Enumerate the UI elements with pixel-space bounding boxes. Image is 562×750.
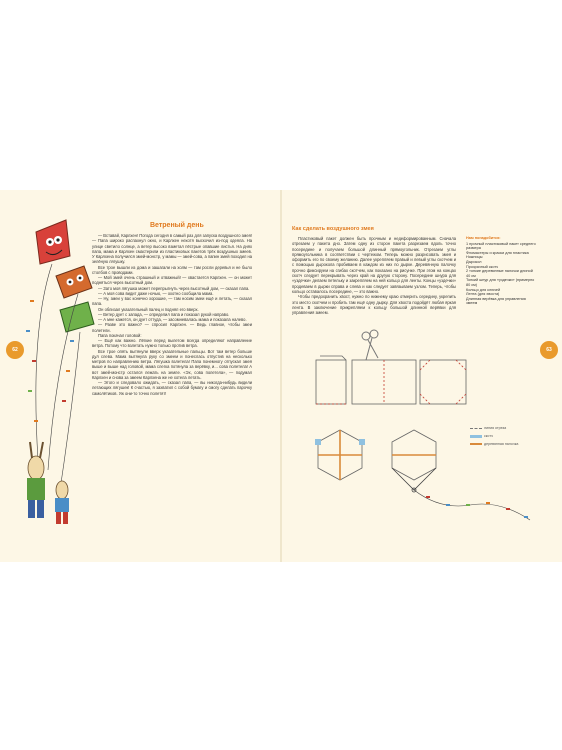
materials-item: Фломастеры и краски для пластика <box>466 250 529 255</box>
kite-monster-illustration <box>36 220 70 264</box>
materials-item: Лента (для хвоста) <box>466 292 500 297</box>
story-paragraph: — А мне кажется, он дует оттуда, — засомневалась мама и показала налево. <box>98 317 247 322</box>
page-number-left: 62 <box>6 341 24 359</box>
page-number-right: 63 <box>540 341 558 359</box>
materials-title: Нам понадобится: <box>466 236 501 240</box>
story-paragraph: — Этого и следовало ожидать, — сказал папа, — вы никогда-нибудь видели летающих лягушек! К счастью, я захватил с собой бумагу и смогу сделать парочку самолётиков. Уж они-то точно полетят! <box>92 380 252 396</box>
story-text <box>92 233 252 396</box>
story-paragraph: — Ветер дует с запада, — определил папа и показал рукой направо. <box>98 311 230 317</box>
scissors-illustration <box>362 330 378 360</box>
materials-item: Тонкий шнур для «уздечки» (примерно 80 см) <box>466 278 535 287</box>
materials-list <box>466 236 536 306</box>
book-spread <box>0 190 562 562</box>
story-paragraph: Он облизал указательный палец и поднял его вверх. <box>98 306 199 312</box>
legend-item <box>470 440 518 448</box>
story-paragraph: Все трое опять вытянули вверх указательные пальцы. Вот там ветер больше дул слева. Мама вытянула руку со змеем и понеслась отпустив на несколько метров по направлению ветра. Лягушка взлетела! Папа понемногу отпускал змея выше и выше над головой, мама слегка потянула за верёвку, и... сова полетела! А вот змей-монстр остался лежать на земле. «Эх, сова полетела», — подумал Карлхен и снова за змеем Карлхена же не хотела летать. <box>92 348 252 380</box>
instructions-text <box>292 236 456 315</box>
story-title: Ветреный день <box>150 222 204 229</box>
rabbit-parent-illustration <box>27 442 45 518</box>
legend-item <box>470 424 518 432</box>
cut-shape-diagram <box>420 360 466 404</box>
story-paragraph: Папа покачал головой: <box>98 332 142 338</box>
kite-shape-diagram <box>315 430 365 480</box>
diagram-legend <box>470 424 518 448</box>
instructions-paragraph: Чтобы предохранить хвост, нужно по нижнему краю отмерить середину, укрепить это место скотчем и пробить там ещё одну дырку. Для хвоста подойдёт любая яркая лента. В заключение прикрепляем к кольцу большой длинной верёвки для управления змеем. <box>292 294 456 316</box>
story-paragraph: — Зато моя лягушка может перепрыгнуть через высотный дом, — сказал папа. <box>98 285 250 291</box>
finished-kite-diagram <box>392 430 436 492</box>
kite-tail-ribbon <box>414 490 530 520</box>
instructions-title: Как сделать воздушного змея <box>292 226 374 232</box>
legend-item <box>470 432 518 440</box>
materials-item: 1 прочный пластиковый пакет среднего размера <box>466 241 536 251</box>
materials-item: Длинная верёвка для управления змеем <box>466 296 526 306</box>
legend-swatch <box>470 443 482 445</box>
story-paragraph: — Мой змей очень страшный и отважный! — хвастается Карлхен. — он может подняться через высотный дом. <box>92 275 252 286</box>
legend-swatch <box>470 428 482 429</box>
story-paragraph: — Ещё как важно. Лёгкие перед вылетом всегда определяют направление ветра. Потому что взлетать нужно только против ветра. <box>92 338 252 349</box>
kite-frog-illustration <box>60 302 94 332</box>
flat-sheet-diagram <box>352 360 416 404</box>
kite-owl-illustration <box>56 266 92 298</box>
legend-swatch <box>470 435 482 438</box>
story-paragraph: — Вставай, Карлхен! Погода сегодня в самый раз для запуска воздушного змея! — Папа широко распахнул окно, и Карлхен нехотя выскочил из-под одеяла. На улице светило солнце, а ветер высоко взметал пёстрые опавшие листья. На днях папа, мама и Карлхен смастерили из пластиковых пакетов трёх воздушных змеев. У Карлхена получился змей-монстр, у мамы — змей-сова, а папин змей походил на зелёную лягушку. <box>92 233 253 265</box>
rabbit-child-illustration <box>55 481 69 524</box>
legend-label: скотч <box>484 434 493 438</box>
story-paragraph: — Ну, змеи у вас конечно хорошие, — там носим змеи ещё и летать, — сказал папа. <box>92 296 252 307</box>
story-paragraph: — Разве это важно? — спросил Карлхен. — Ведь главное, чтобы змеи полетели. <box>92 322 252 333</box>
legend-label: линия отреза <box>484 426 507 430</box>
materials-item: Прозрачный скотч <box>466 264 499 269</box>
bag-diagram <box>316 356 346 404</box>
tail-bows <box>426 496 528 518</box>
story-paragraph: Все трое вышли из дома и зашагали на холм — там росли деревья и не было столбов с проводами. <box>92 264 252 275</box>
story-paragraph: — А моя сова видит даже ночью, — охотно сообщила мама. <box>98 290 214 296</box>
materials-item: 2 тонкие деревянные палочки длиной 40 см <box>466 269 533 278</box>
materials-item: Ножницы <box>466 255 483 260</box>
materials-item: Дырокол <box>466 259 482 264</box>
instructions-paragraph: Пластиковый пакет должен быть прочным и недеформированным. Сначала отрезаем у пакета дно. Затем одну из сторон пакета разрезаем вдоль точно посередине и получаем большой длинный прямоугольник. Отрезаем углы прямоугольника в соответствии с чертежом. Теперь можно разрисовать змея и оформить его по своему желанию. Далее укрепляем правый и левый углы скотчем и с помощью дырокола пробиваем в каждом из них по дырке. Деревянную палочку прочно фиксируем на сгибах скотчем, как показано на рисунке. При этом на концах скотч следует перекрывать через край на другую сторону. Посередине шнура для «уздечки» делаем петельку и закрепляем на ней кольцо для ленты. Концы «уздечки» продеваем в дырки справа и слева и как следует завязываем узлом. Теперь, чтобы кольцо оставалось посередине, — это важно. <box>292 236 456 294</box>
legend-label: деревянная палочка <box>484 442 519 446</box>
materials-item: Кольцо для ключей <box>466 287 501 292</box>
